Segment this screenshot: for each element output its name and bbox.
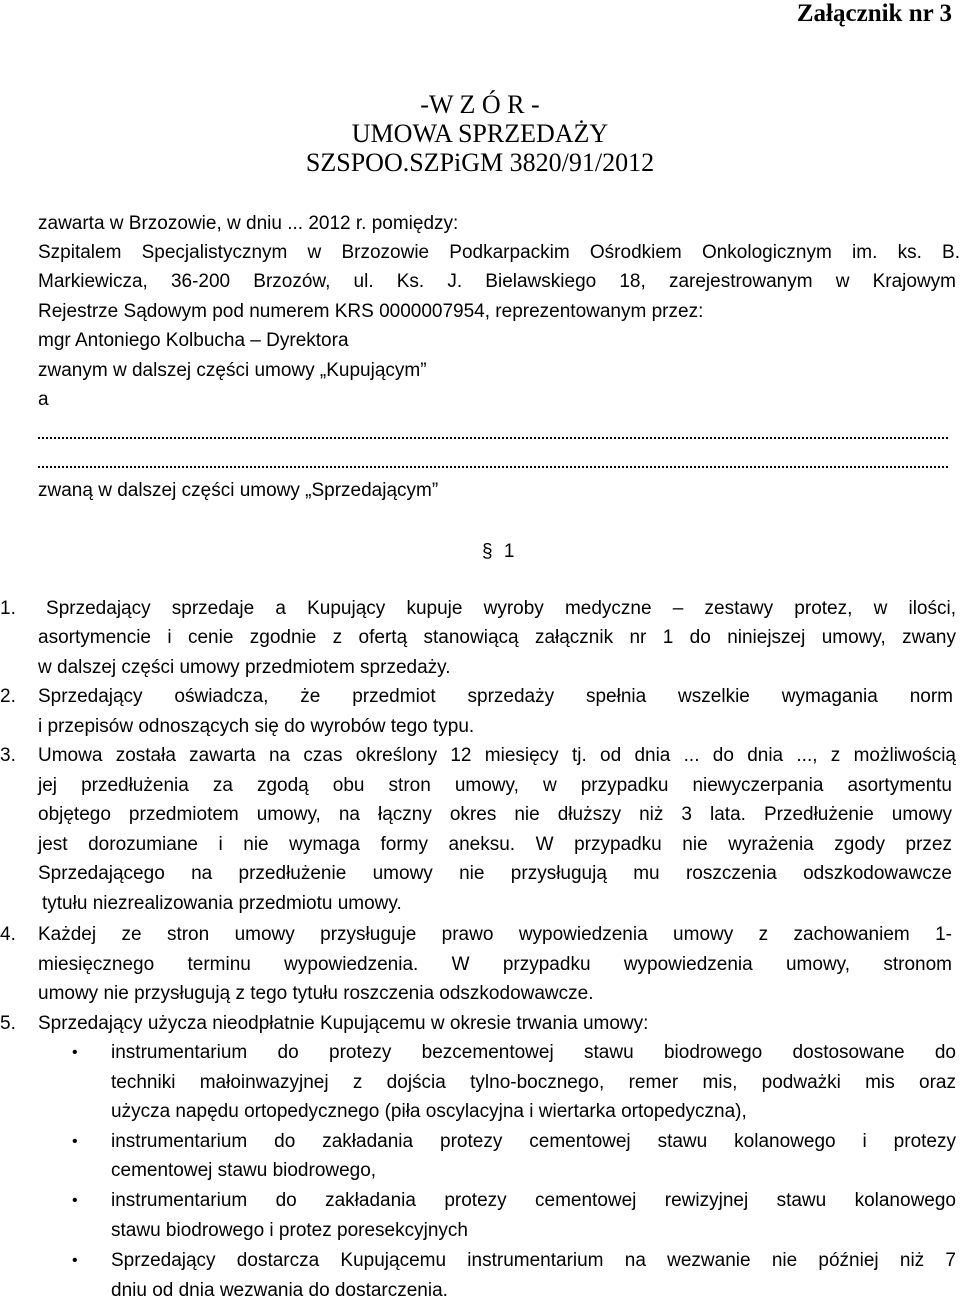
point-2-line-1: Sprzedający oświadcza, że przedmiot sprzedaży spełnia wszelkie wymagania norm	[38, 686, 953, 707]
point-1-number: 1.	[0, 598, 16, 619]
point-3-line-2: jej przedłużenia za zgodą obu stron umowy, w przypadku niewyczerpania asortymentu	[38, 775, 952, 796]
bullet-1-line-3: użycza napędu ortopedycznego (piła oscylacyjna i wiertarka ortopedyczna),	[111, 1101, 747, 1122]
intro-line-7: a	[38, 389, 49, 410]
point-1-line-2: asortymencie i cenie zgodnie z ofertą stanowiącą załącznik nr 1 do niniejszej umowy, zwany	[38, 627, 956, 648]
bullet-4-line-2: dniu od dnia wezwania do dostarczenia.	[111, 1280, 448, 1301]
bullet-4-line-1: Sprzedający dostarcza Kupującemu instrumentarium na wezwanie nie później niż 7	[111, 1250, 956, 1271]
point-3-line-3: objętego przedmiotem umowy, na łączny okres nie dłuższy niż 3 lata. Przedłużenie umowy	[38, 804, 952, 825]
bullet-3-line-1: instrumentarium do zakładania protezy cementowej rewizyjnej stawu kolanowego	[111, 1190, 956, 1211]
intro-line-6: zwanym w dalszej części umowy „Kupującym”	[38, 360, 427, 381]
point-3-line-4: jest dorozumiane i nie wymaga formy aneksu. W przypadku nie wyrażenia zgody przez	[38, 834, 952, 855]
bullet-1-marker: •	[72, 1044, 78, 1061]
bullet-4-marker: •	[72, 1252, 78, 1269]
bullet-3-line-2: stawu biodrowego i protez poresekcyjnych	[111, 1220, 468, 1241]
contract-title: UMOWA SPRZEDAŻY	[351, 119, 609, 148]
seller-blank-line-2	[38, 466, 948, 468]
reference-number: SZSPOO.SZPiGM 3820/91/2012	[305, 148, 655, 177]
point-5-number: 5.	[0, 1013, 16, 1034]
annex-label: Załącznik nr 3	[796, 0, 952, 27]
point-4-line-2: miesięcznego terminu wypowiedzenia. W przypadku wypowiedzenia umowy, stronom	[38, 954, 952, 975]
point-5-line-1: Sprzedający użycza nieodpłatnie Kupującemu w okresie trwania umowy:	[38, 1013, 649, 1034]
bullet-3-marker: •	[72, 1192, 78, 1209]
bullet-1-line-2: techniki małoinwazyjnej z dojścia tylno-bocznego, remer mis, podważki mis oraz	[111, 1072, 956, 1093]
seller-blank-line-1	[38, 437, 948, 439]
bullet-2-line-2: cementowej stawu biodrowego,	[111, 1160, 377, 1181]
point-1-line-3: w dalszej części umowy przedmiotem sprzedaży.	[38, 657, 451, 678]
point-3-line-6: tytułu niezrealizowania przedmiotu umowy.	[42, 893, 402, 914]
intro-line-5: mgr Antoniego Kolbucha – Dyrektora	[38, 330, 349, 351]
bullet-2-marker: •	[72, 1133, 78, 1150]
point-4-line-1: Każdej ze stron umowy przysługuje prawo wypowiedzenia umowy z zachowaniem 1-	[38, 924, 952, 945]
point-2-line-2: i przepisów odnoszących się do wyrobów tego typu.	[38, 716, 475, 737]
bullet-2-line-1: instrumentarium do zakładania protezy cementowej stawu kolanowego i protezy	[111, 1131, 956, 1152]
point-4-number: 4.	[0, 924, 16, 945]
intro-line-3: Markiewicza, 36-200 Brzozów, ul. Ks. J. Bielawskiego 18, zarejestrowanym w Krajowym	[38, 271, 956, 292]
intro-line-4: Rejestrze Sądowym pod numerem KRS 0000007954, reprezentowanym przez:	[38, 301, 704, 322]
wzor-heading: -W Z Ó R -	[420, 90, 540, 119]
intro-line-1: zawarta w Brzozowie, w dniu ... 2012 r. pomiędzy:	[38, 213, 459, 234]
section-sign: §	[482, 541, 493, 562]
point-3-number: 3.	[0, 745, 16, 766]
point-4-line-3: umowy nie przysługują z tego tytułu roszczenia odszkodowawcze.	[38, 983, 594, 1004]
intro-line-2: Szpitalem Specjalistycznym w Brzozowie Podkarpackim Ośrodkiem Onkologicznym im. ks. B.	[38, 242, 960, 263]
bullet-1-line-1: instrumentarium do protezy bezcementowej stawu biodrowego dostosowane do	[111, 1042, 956, 1063]
point-1-line-1: 1. Sprzedający sprzedaje a Kupujący kupuje wyroby medyczne – zestawy protez, w ilości,	[0, 598, 956, 619]
point-3-line-5: Sprzedającego na przedłużenie umowy nie przysługują mu roszczenia odszkodowawcze	[38, 863, 952, 884]
seller-label: zwaną w dalszej części umowy „Sprzedającym”	[38, 480, 439, 501]
point-2-number: 2.	[0, 686, 16, 707]
point-3-line-1: Umowa została zawarta na czas określony 12 miesięcy tj. od dnia ... do dnia ..., z możliwością	[38, 745, 956, 766]
section-number: 1	[503, 541, 515, 562]
section-heading	[482, 537, 514, 567]
